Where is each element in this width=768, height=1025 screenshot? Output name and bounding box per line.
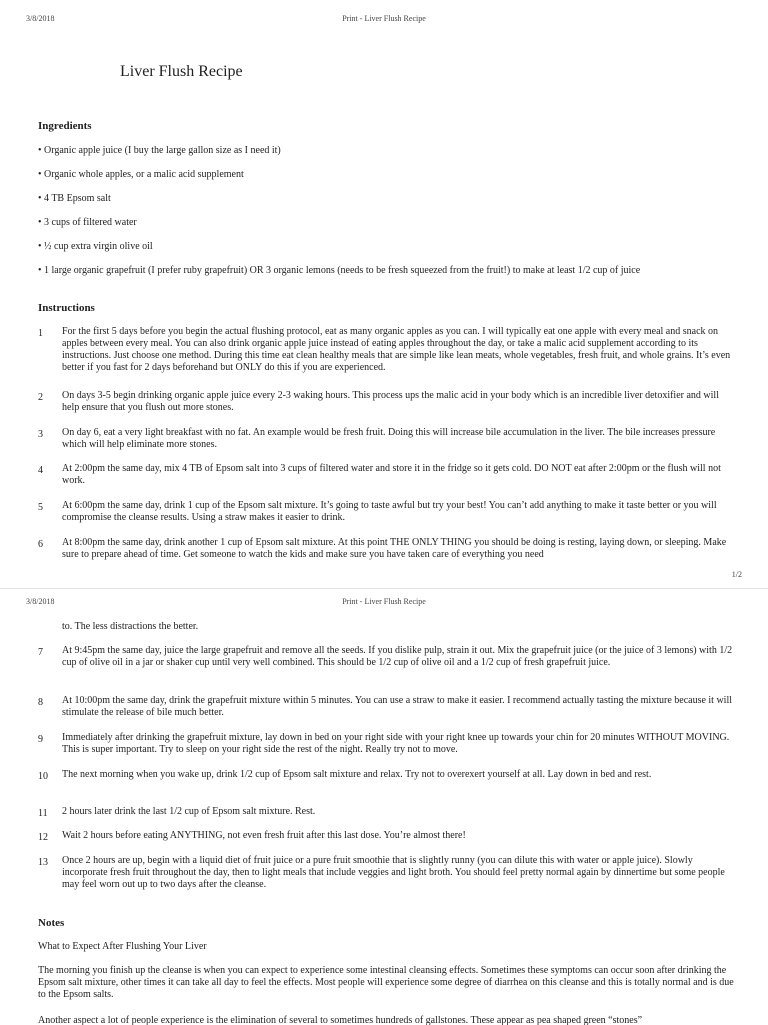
instruction-step	[38, 500, 734, 524]
step-number: 5	[38, 502, 43, 513]
ingredient-item: • 1 large organic grapefruit (I prefer ruby grapefruit) OR 3 organic lemons (needs to be fresh squeezed from the fruit!) to make at least 1/2 cup of juice	[38, 265, 641, 276]
step-text: At 10:00pm the same day, drink the grapefruit mixture within 5 minutes. You can use a straw to make it easier. I recommend actually tasting the mixture because it will stimulate the release of bile much better.	[62, 695, 733, 718]
step-number: 12	[38, 832, 48, 843]
step-continuation: to. The less distractions the better.	[62, 621, 199, 632]
step-number: 1	[38, 328, 43, 339]
instruction-step	[38, 326, 734, 374]
instruction-step	[38, 855, 734, 891]
ingredient-item: • Organic whole apples, or a malic acid supplement	[38, 169, 244, 180]
print-header	[26, 14, 742, 26]
step-text: 2 hours later drink the last 1/2 cup of Epsom salt mixture. Rest.	[62, 806, 316, 817]
instruction-step	[38, 537, 734, 561]
step-text: On days 3-5 begin drinking organic apple juice every 2-3 waking hours. This process ups the malic acid in your body which is an incredible liver detoxifier and will help ensure that you flush out more stones.	[62, 390, 719, 413]
step-text: Wait 2 hours before eating ANYTHING, not even fresh fruit after this last dose. You’re almost there!	[62, 830, 466, 841]
notes-paragraph: Another aspect a lot of people experience is the elimination of several to sometimes hundreds of gallstones. These appear as pea shaped green “stones”	[38, 1015, 643, 1025]
document-title: Liver Flush Recipe	[120, 63, 243, 80]
ingredient-item: • 4 TB Epsom salt	[38, 193, 111, 204]
print-title: Print - Liver Flush Recipe	[342, 14, 426, 23]
step-text: For the first 5 days before you begin the actual flushing protocol, eat as many organic apples as you can. I will typically eat one apple with every meal and snack on apples between every meal. You can also drink organic apple juice instead of eating apples throughout the day, or take a malic acid supplement according to its instructions. Just choose one method. During this time eat clean healthy meals that are simple like lean meats, whole vegetables, fresh fruit, and whole grains. It’s even better if you fast for 2 days beforehand but ONLY do this if you are experienced.	[62, 326, 731, 373]
step-number: 7	[38, 647, 43, 658]
instruction-step	[38, 427, 734, 451]
step-number: 4	[38, 465, 43, 476]
step-text: At 8:00pm the same day, drink another 1 cup of Epsom salt mixture. At this point THE ONLY THING you should be doing is resting, laying down, or sleeping. Make sure to prepare ahead of time. Get someone to watch the kids and make sure you have taken care of everything you need	[62, 537, 727, 560]
print-date: 3/8/2018	[26, 14, 55, 23]
notes-subheading: What to Expect After Flushing Your Liver	[38, 941, 207, 952]
ingredient-item: • 3 cups of filtered water	[38, 217, 137, 228]
notes-paragraph: The morning you finish up the cleanse is when you can expect to experience some intestinal cleansing effects. Sometimes these symptoms can occur soon after drinking the Epsom salt mixture, other times it can take all day to feel the effects. Most people will experience some degree of diarrhea on this cleanse and this is totally normal and is due to the Epsom salts.	[38, 965, 734, 1000]
step-text: Immediately after drinking the grapefruit mixture, lay down in bed on your right side with your right knee up towards your chin for 20 minutes WITHOUT MOVING. This is super important. Try to sleep on your right side the rest of the night. Really try not to move.	[62, 732, 730, 755]
step-text: At 9:45pm the same day, juice the large grapefruit and remove all the seeds. If you dislike pulp, strain it out. Mix the grapefruit juice (or the juice of 3 lemons) with 1/2 cup of olive oil in a jar or shaker cup until very well combined. This should be 1/2 cup of olive oil and a 1/2 cup of fresh grapefruit juice.	[62, 645, 733, 668]
notes-heading: Notes	[38, 917, 65, 929]
step-number: 13	[38, 857, 48, 868]
instruction-step	[38, 695, 734, 719]
step-text: The next morning when you wake up, drink 1/2 cup of Epsom salt mixture and relax. Try not to overexert yourself at all. Lay down in bed and rest.	[62, 769, 652, 780]
print-date: 3/8/2018	[26, 597, 55, 606]
step-number: 8	[38, 697, 43, 708]
instruction-step	[38, 830, 734, 842]
instruction-step	[38, 732, 734, 756]
ingredient-item: • ½ cup extra virgin olive oil	[38, 241, 153, 252]
step-number: 9	[38, 734, 43, 745]
instruction-step	[38, 390, 734, 414]
instruction-step	[38, 806, 734, 818]
step-number: 6	[38, 539, 43, 550]
instruction-step	[38, 645, 734, 669]
instruction-step	[38, 769, 734, 781]
step-number: 10	[38, 771, 48, 782]
ingredient-item: • Organic apple juice (I buy the large gallon size as I need it)	[38, 145, 281, 156]
page-number: 1/2	[731, 570, 742, 579]
print-header	[26, 597, 742, 609]
instruction-step	[38, 463, 734, 487]
step-number: 3	[38, 429, 43, 440]
step-number: 11	[38, 808, 48, 819]
instructions-heading: Instructions	[38, 302, 95, 314]
ingredients-heading: Ingredients	[38, 120, 92, 132]
step-text: At 2:00pm the same day, mix 4 TB of Epsom salt into 3 cups of filtered water and store it in the fridge so it gets cold. DO NOT eat after 2:00pm or the flush will not work.	[62, 463, 721, 486]
step-text: At 6:00pm the same day, drink 1 cup of the Epsom salt mixture. It’s going to taste awful but try your best! You can’t add anything to make it taste better or you will compromise the cleanse results. Using a straw makes it easier to drink.	[62, 500, 717, 523]
step-number: 2	[38, 392, 43, 403]
step-text: Once 2 hours are up, begin with a liquid diet of fruit juice or a pure fruit smoothie that is slightly runny (you can dilute this with water or apple juice). Slowly incorporate fresh fruit throughout the day, then to light meals that include veggies and light broth. You should feel pretty normal again by dinnertime but some people may feel worn out up to two days after the cleanse.	[62, 855, 725, 890]
print-title: Print - Liver Flush Recipe	[342, 597, 426, 606]
step-text: On day 6, eat a very light breakfast with no fat. An example would be fresh fruit. Doing this will increase bile accumulation in the liver. The bile increases pressure which will help eliminate more stones.	[62, 427, 716, 450]
document-page-2	[0, 589, 768, 1025]
